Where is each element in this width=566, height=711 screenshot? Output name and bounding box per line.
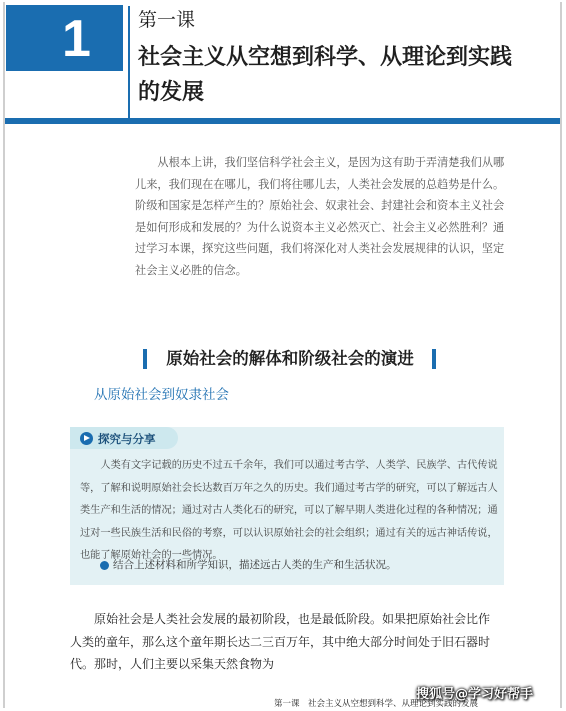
intro-paragraph: 从根本上讲，我们坚信科学社会主义，是因为这有助于弄清楚我们从哪儿来，我们现在在哪儿，我们将往哪儿去，人类社会发展的总趋势是什么。阶级和国家是怎样产生的？原始社会、奴隶社会、封建社会和资本主义社会是如何形成和发展的？为什么说资本主义必然灭亡、社会主义必然胜利？通过学习本课，探究这些问题，我们将深化对人类社会发展规律的认识，坚定社会主义必胜的信念。 xyxy=(135,156,505,277)
explore-label: 探究与分享 xyxy=(98,432,156,446)
section-bar-right xyxy=(432,349,436,369)
page-border-right xyxy=(560,2,562,708)
lesson-number: 1 xyxy=(62,10,91,68)
explore-task: 结合上述材料和所学知识，描述远古人类的生产和生活状况。 xyxy=(113,559,397,571)
lesson-label: 第一课 xyxy=(138,9,196,31)
explore-text: 人类有文字记载的历史不过五千余年，我们可以通过考古学、人类学、民族学、古代传说等，了解和说明原始社会长达数百万年之久的历史。我们通过考古学的研究，可以了解远古人类生产和生活的情况；通过对古人类化石的研究，可以了解早期人类进化过程的各种情况；通过对一些民族生活和民俗的考察，可以认识原始社会的社会组织；通过有关的远古神话传说，也能了解原始社会的一些情况。 xyxy=(80,460,498,562)
body-paragraph: 原始社会是人类社会发展的最初阶段，也是最低阶段。如果把原始社会比作人类的童年，那么这个童年期长达二三百万年，其中绝大部分时间处于旧石器时代。那时，人们主要以采集天然食物为 xyxy=(70,612,491,671)
lesson-title: 社会主义从空想到科学、从理论到实践的发展 xyxy=(138,45,513,105)
watermark: 搜狐号@学习好帮手 xyxy=(416,687,534,702)
header-divider xyxy=(128,6,130,120)
bullet-icon xyxy=(100,561,109,570)
subsection-heading: 从原始社会到奴隶社会 xyxy=(94,387,229,403)
play-icon xyxy=(80,432,93,445)
page-footer: 第一课 社会主义从空想到科学、从理论到实践的发展 xyxy=(274,699,479,709)
section-heading: 原始社会的解体和阶级社会的演进 xyxy=(166,349,414,368)
lesson-number-box xyxy=(6,5,123,71)
